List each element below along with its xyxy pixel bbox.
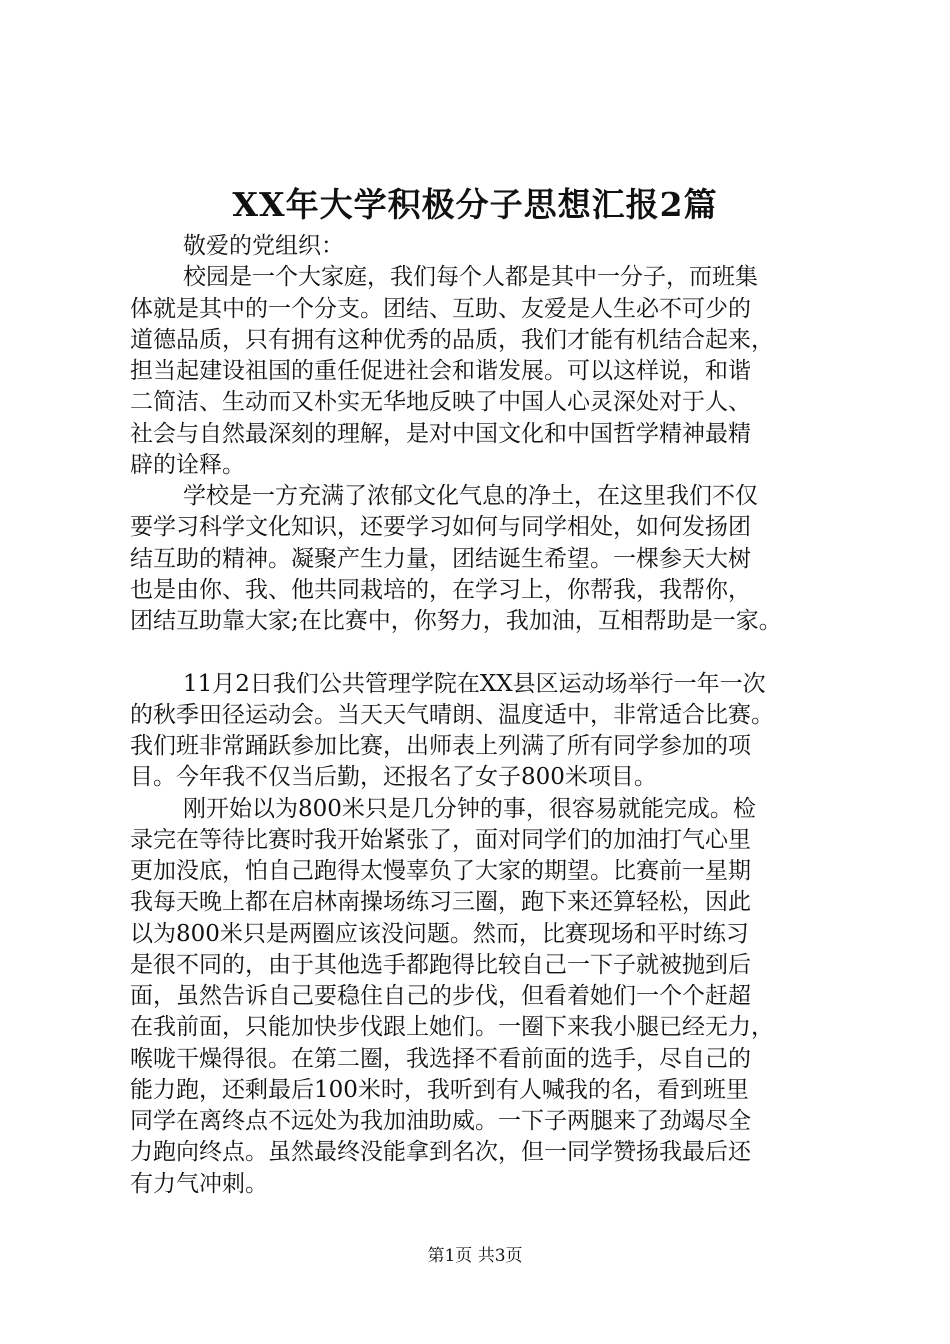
paragraph-line: 更加没底，怕自己跑得太慢辜负了大家的期望。比赛前一星期	[130, 858, 751, 884]
paragraph-line: 11月2日我们公共管理学院在XX县区运动场举行一年一次	[183, 670, 766, 697]
document-title: XX年大学积极分子思想汇报2篇	[232, 185, 718, 224]
paragraph-line: 喉咙干燥得很。在第二圈，我选择不看前面的选手，尽自己的	[130, 1045, 751, 1072]
paragraph-line: 体就是其中的一个分支。团结、互助、友爱是人生必不可少的	[130, 295, 751, 322]
paragraph-line: 有力气冲刺。	[130, 1170, 268, 1197]
paragraph-line: 二简洁、生动而又朴实无华地反映了中国人心灵深处对于人、	[130, 389, 751, 416]
paragraph-line: 同学在离终点不远处为我加油助威。一下子两腿来了劲竭尽全	[130, 1108, 751, 1134]
paragraph-line: 面，虽然告诉自己要稳住自己的步伐，但看着她们一个个赶超	[130, 983, 751, 1009]
paragraph-line: 是很不同的，由于其他选手都跑得比较自己一下子就被抛到后	[130, 951, 751, 978]
paragraph-line: 刚开始以为800米只是几分钟的事，很容易就能完成。检	[183, 795, 756, 822]
paragraph-line: 团结互助靠大家;在比赛中，你努力，我加油，互相帮助是一家。	[130, 608, 782, 634]
paragraph-line: 在我前面，只能加快步伐跟上她们。一圈下来我小腿已经无力，	[130, 1014, 774, 1041]
paragraph-line: 也是由你、我、他共同栽培的，在学习上，你帮我，我帮你，	[130, 576, 751, 603]
paragraph-line: 我每天晚上都在启林南操场练习三圈，跑下来还算轻松，因此	[130, 889, 751, 916]
paragraph-line: 社会与自然最深刻的理解，是对中国文化和中国哲学精神最精	[130, 420, 751, 447]
paragraph-line: 以为800米只是两圈应该没问题。然而，比赛现场和平时练习	[130, 920, 749, 947]
paragraph-line: 结互助的精神。凝聚产生力量，团结诞生希望。一棵参天大树	[130, 545, 751, 572]
paragraph-line: 辟的诠释。	[130, 451, 245, 478]
paragraph-line: 担当起建设祖国的重任促进社会和谐发展。可以这样说，和谐	[130, 358, 751, 384]
paragraph-line: 校园是一个大家庭，我们每个人都是其中一分子，而班集	[183, 264, 758, 291]
paragraph-line: 目。今年我不仅当后勤，还报名了女子800米项目。	[130, 764, 657, 791]
paragraph-line: 力跑向终点。虽然最终没能拿到名次，但一同学赞扬我最后还	[130, 1139, 751, 1166]
paragraph-line: 要学习科学文化知识，还要学习如何与同学相处，如何发扬团	[130, 514, 751, 541]
blank-line	[130, 637, 830, 668]
paragraph-line: 能力跑，还剩最后100米时，我听到有人喊我的名，看到班里	[130, 1076, 749, 1103]
paragraph-line: 我们班非常踊跃参加比赛，出师表上列满了所有同学参加的项	[130, 733, 751, 759]
salutation-line: 敬爱的党组织：	[183, 233, 344, 259]
paragraph-line: 道德品质，只有拥有这种优秀的品质，我们才能有机结合起来，	[130, 326, 774, 353]
document-body	[130, 231, 830, 1200]
paragraph-line: 学校是一方充满了浓郁文化气息的净土，在这里我们不仅	[183, 483, 758, 509]
paragraph-line: 的秋季田径运动会。当天天气晴朗、温度适中，非常适合比赛。	[130, 701, 774, 728]
paragraph-line: 录完在等待比赛时我开始紧张了，面对同学们的加油打气心里	[130, 826, 751, 853]
page-number-footer: 第1页 共3页	[427, 1246, 523, 1266]
